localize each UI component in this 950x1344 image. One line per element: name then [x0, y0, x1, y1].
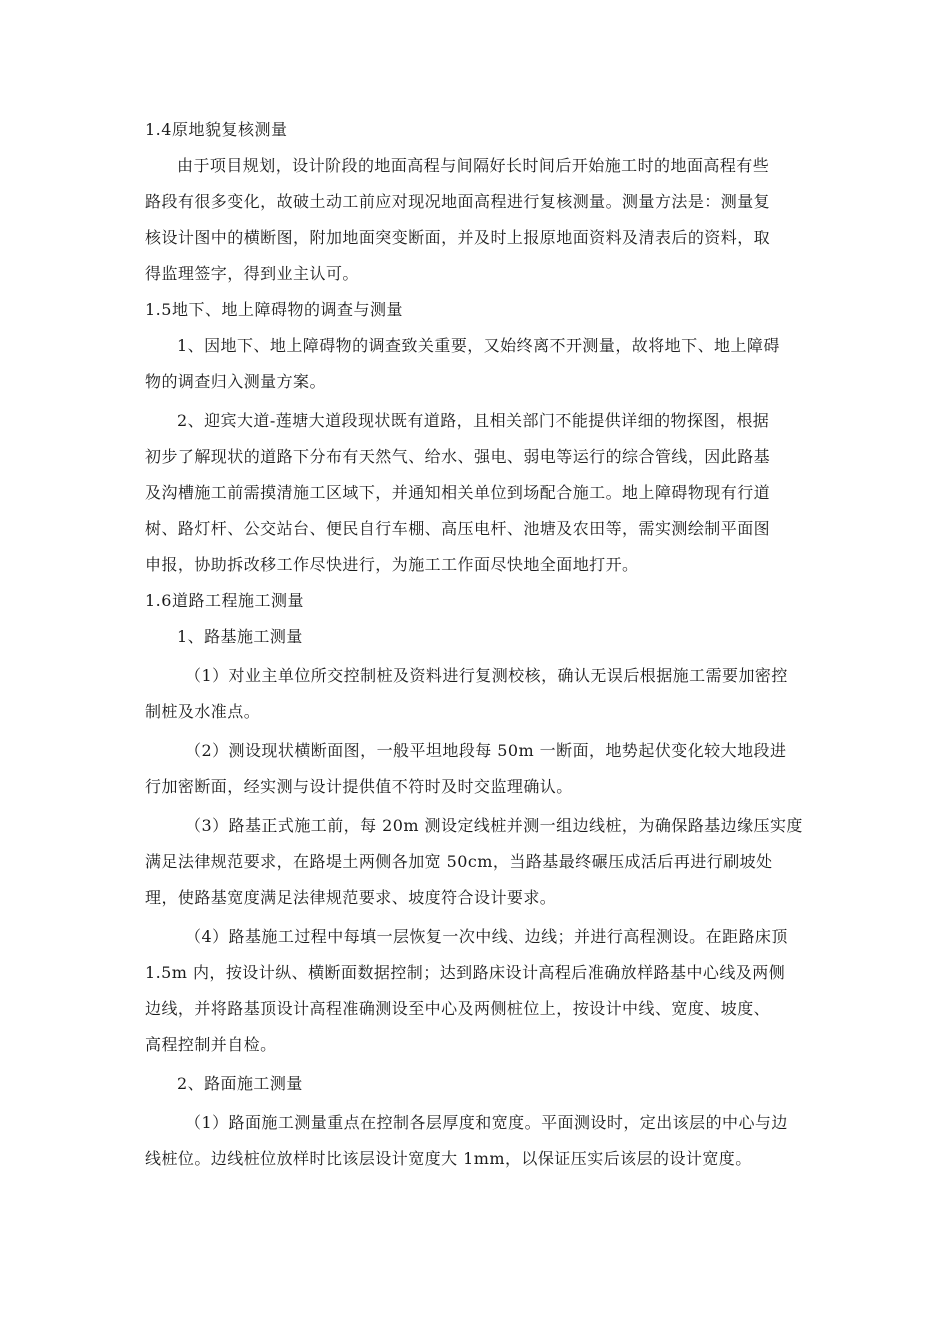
- document-page: [145, 112, 805, 1177]
- list-item-1: [145, 658, 805, 730]
- text-line: 得监理签字，得到业主认可。: [145, 264, 359, 283]
- text-line: 1.5m 内，按设计纵、横断面数据控制；达到路床设计高程后准确放样路基中心线及两侧: [145, 963, 786, 982]
- section-heading-1-4: 1.4原地貌复核测量: [145, 120, 288, 139]
- list-item-3: [145, 808, 805, 916]
- text-line: 行加密断面，经实测与设计提供值不符时及时交监理确认。: [145, 777, 573, 796]
- subheading-subgrade: [145, 619, 805, 655]
- text-line: 1、路基施工测量: [177, 627, 303, 646]
- text-line: 2、路面施工测量: [177, 1074, 303, 1093]
- text-line: 及沟槽施工前需摸清施工区域下，并通知相关单位到场配合施工。地上障碍物现有行道: [145, 483, 771, 502]
- paragraph-1-5-item-2: [145, 403, 805, 583]
- text-line: 物的调查归入测量方案。: [145, 372, 326, 391]
- text-line: 1、因地下、地上障碍物的调查致关重要，又始终离不开测量，故将地下、地上障碍: [177, 336, 780, 355]
- text-line: （2）测设现状横断面图，一般平坦地段每 50m 一断面，地势起伏变化较大地段进: [185, 741, 787, 760]
- text-line: 申报，协助拆改移工作尽快进行，为施工工作面尽快地全面地打开。: [145, 555, 639, 574]
- list-item-2: [145, 733, 805, 805]
- paragraph-1-5-item-1: [145, 328, 805, 400]
- text-line: 由于项目规划，设计阶段的地面高程与间隔好长时间后开始施工时的地面高程有些: [177, 156, 770, 175]
- text-line: 线桩位。边线桩位放样时比该层设计宽度大 1mm，以保证压实后该层的设计宽度。: [145, 1149, 752, 1168]
- text-line: 制桩及水准点。: [145, 702, 261, 721]
- text-line: 核设计图中的横断图，附加地面突变断面，并及时上报原地面资料及清表后的资料，取: [145, 228, 771, 247]
- text-line: 路段有很多变化，故破土动工前应对现况地面高程进行复核测量。测量方法是：测量复: [145, 192, 771, 211]
- text-line: 理，使路基宽度满足法律规范要求、坡度符合设计要求。: [145, 888, 557, 907]
- list-item-4: [145, 919, 805, 1063]
- text-line: （3）路基正式施工前，每 20m 测设定线桩并测一组边线桩，为确保路基边缘压实度: [185, 816, 803, 835]
- text-line: 初步了解现状的道路下分布有天然气、给水、强电、弱电等运行的综合管线，因此路基: [145, 447, 771, 466]
- section-heading-1-6: 1.6道路工程施工测量: [145, 591, 304, 610]
- subheading-pavement: [145, 1066, 805, 1102]
- text-line: 树、路灯杆、公交站台、便民自行车棚、高压电杆、池塘及农田等，需实测绘制平面图: [145, 519, 771, 538]
- text-line: （1）对业主单位所交控制桩及资料进行复测校核，确认无误后根据施工需要加密控: [185, 666, 788, 685]
- text-line: （4）路基施工过程中每填一层恢复一次中线、边线；并进行高程测设。在距路床顶: [185, 927, 788, 946]
- text-line: （1）路面施工测量重点在控制各层厚度和宽度。平面测设时，定出该层的中心与边: [185, 1113, 788, 1132]
- text-line: 边线，并将路基顶设计高程准确测设至中心及两侧桩位上，按设计中线、宽度、坡度、: [145, 999, 771, 1018]
- section-heading-1-5: 1.5地下、地上障碍物的调查与测量: [145, 300, 403, 319]
- text-line: 高程控制并自检。: [145, 1035, 277, 1054]
- text-line: 满足法律规范要求，在路堤土两侧各加宽 50cm，当路基最终碾压成活后再进行刷坡处: [145, 852, 773, 871]
- text-line: 2、迎宾大道-莲塘大道段现状既有道路，且相关部门不能提供详细的物探图，根据: [177, 411, 770, 430]
- list-item-pavement-1: [145, 1105, 805, 1177]
- paragraph-1-4: [145, 148, 805, 292]
